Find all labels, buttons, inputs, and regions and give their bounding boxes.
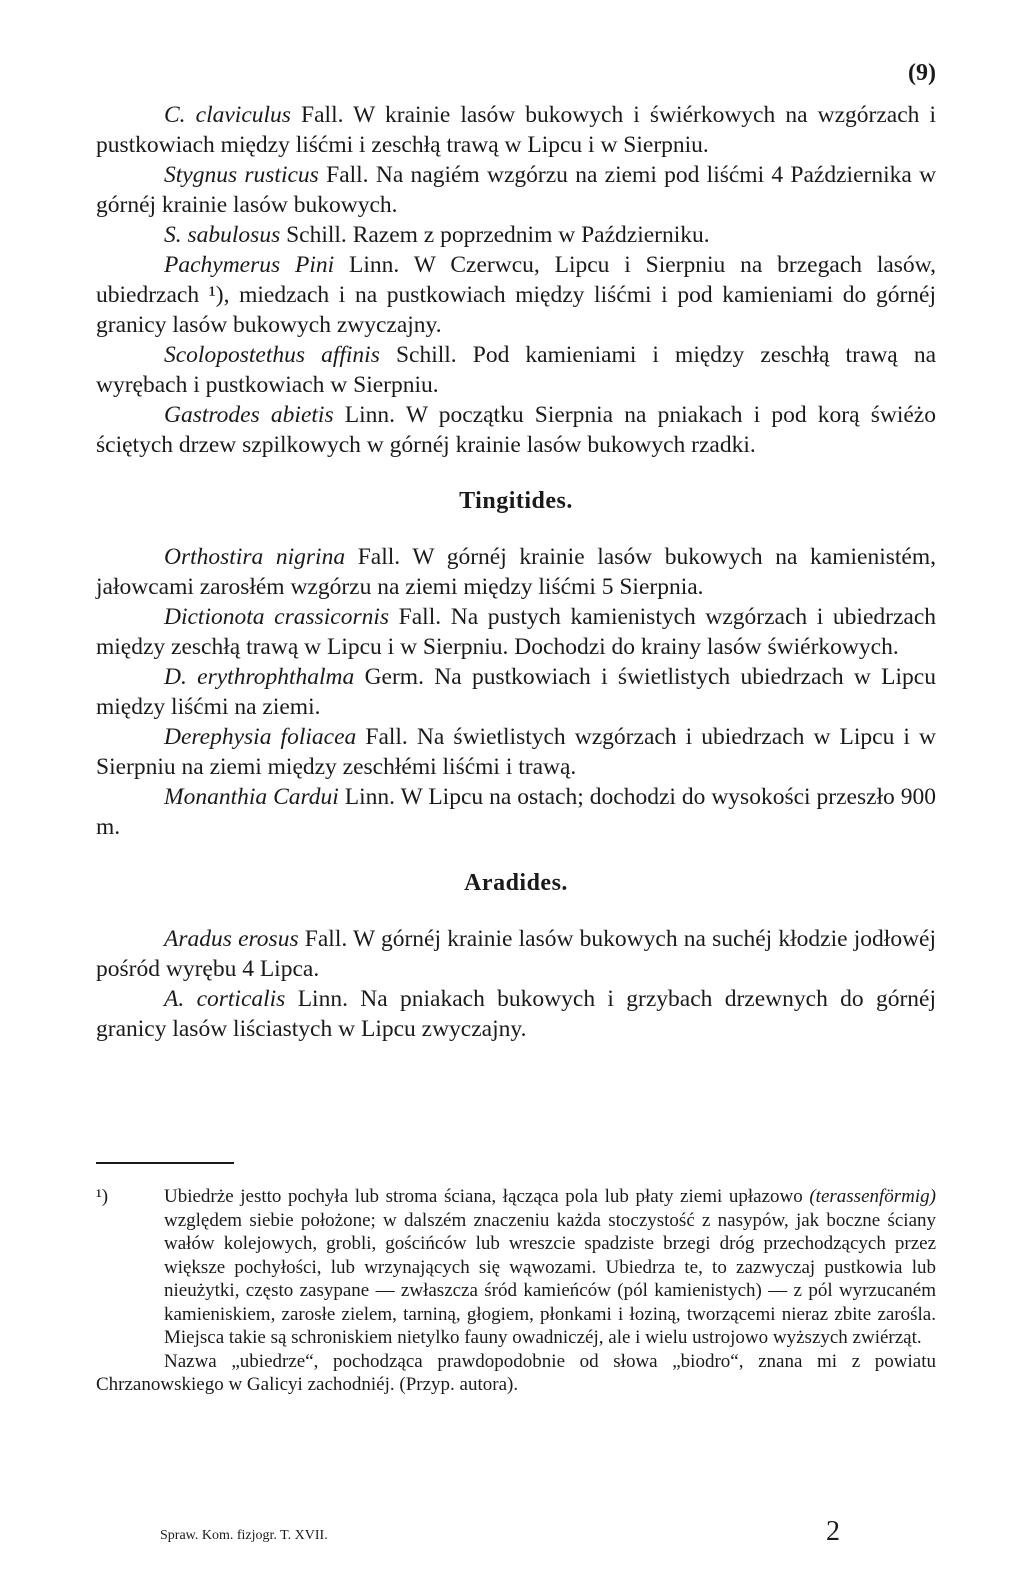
- taxon-name: Gastrodes abietis: [164, 402, 334, 428]
- footnote-marker: ¹): [96, 1186, 109, 1207]
- taxon-author: Linn.: [344, 784, 396, 810]
- entry-text: W Lipcu na ostach; dochodzi do wysokości przeszło 900 m.: [96, 784, 937, 840]
- entry-text: W górnéj krainie lasów bukowych na kamienistém, jałowcami zarosłém wzgórzu na ziemi między liśćmi 5 Sierpnia.: [96, 544, 936, 600]
- entry-text: W Czerwcu, Lipcu i Sierpniu na brzegach lasów, ubiedrzach ¹), miedzach i na pustkowiach między liśćmi i pod kamieniami do górnéj granicy lasów bukowych zwyczajny.: [96, 252, 937, 338]
- body-text: [96, 100, 936, 1044]
- entry-text: W krainie lasów bukowych i świérkowych na wzgórzach i pustkowiach między liśćmi i zeschłą trawą w Lipcu i w Sierpniu.: [96, 102, 937, 158]
- species-entry: [96, 220, 936, 250]
- taxon-author: Linn.: [344, 402, 396, 428]
- taxon-author: Fall.: [357, 544, 401, 570]
- footnote-text: Ubiedrże jestto pochyła lub stroma ściana, łącząca pola lub płaty ziemi upłazowo: [164, 1186, 803, 1207]
- taxon-name: Stygnus rusticus: [164, 162, 319, 188]
- entry-text: Razem z poprzednim w Październiku.: [352, 222, 710, 248]
- taxon-author: Fall.: [365, 724, 408, 750]
- taxon-author: Linn.: [297, 986, 348, 1012]
- species-entry: [96, 340, 936, 400]
- taxon-name: Derephysia foliacea: [164, 724, 357, 750]
- taxon-author: Fall.: [304, 926, 348, 952]
- taxon-name: S. sabulosus: [164, 222, 281, 248]
- taxon-author: Fall.: [398, 604, 442, 630]
- taxon-author: Linn.: [349, 252, 400, 278]
- species-entry: [96, 984, 936, 1044]
- species-entry: [96, 160, 936, 220]
- footnote-term: (terassenförmig): [809, 1186, 937, 1207]
- entry-text: Na świetlistych wzgórzach i ubiedrzach w Lipcu i w Sierpniu na ziemi między zeschłémi liśćmi i trawą.: [96, 724, 937, 780]
- section-entries-3: [96, 924, 936, 1044]
- footnote-paragraph: [96, 1350, 936, 1397]
- species-entry: [96, 100, 936, 160]
- taxon-name: Aradus erosus: [164, 926, 299, 952]
- taxon-name: Pachymerus Pini: [164, 252, 335, 278]
- species-entry: [96, 662, 936, 722]
- footnote-text: względem siebie położone; w dalszém znaczeniu każda stoczystość z nasypów, jak boczne ściany wałów kolejowych, grobli, gościńców lub wreszcie spadziste brzegi dróg przechodzących przez większe pochyłości, lub wrzynających się wąwozami. Ubiedrza te, to zazwyczaj pustkowia lub nieużytki, często zasypane — zwłaszcza śród kamieńców (pól kamienistych) — z pól wyrzucaném kamieniskiem, zarosłe zielem, tarniną, głogiem, płonkami i łoziną, tworzącemi nieraz zbite zarośla. Miejsca takie są schroniskiem nietylko fauny owadniczéj, ale i wielu ustrojowo wyższych zwiérząt.: [164, 1209, 936, 1348]
- taxon-name: Orthostira nigrina: [164, 544, 346, 570]
- signature-mark: 2: [826, 1516, 840, 1547]
- page-footer: Spraw. Kom. fizjogr. T. XVII.: [160, 1528, 328, 1543]
- footnote-text: Nazwa „ubiedrze“, pochodząca prawdopodobnie od słowa „biodro“, znana mi z powiatu Chrzanowskiego w Galicyi zachodniéj. (Przyp. autora).: [96, 1350, 936, 1395]
- taxon-name: D. erythrophthalma: [164, 664, 355, 690]
- taxon-name: Monanthia Cardui: [164, 784, 339, 810]
- footnote-paragraph: [96, 1185, 936, 1350]
- species-entry: [96, 250, 936, 340]
- entry-text: Na pustych kamienistych wzgórzach i ubiedrzach między zeschłą trawą w Lipcu i w Sierpniu. Dochodzi do krainy lasów świérkowych.: [96, 604, 937, 660]
- taxon-author: Germ.: [364, 664, 424, 690]
- species-entry: [96, 542, 936, 602]
- taxon-author: Fall.: [326, 162, 369, 188]
- taxon-author: Schill.: [286, 222, 347, 248]
- entry-text: Na nagiém wzgórzu na ziemi pod liśćmi 4 Października w górnéj krainie lasów bukowych.: [96, 162, 937, 218]
- taxon-name: C. claviculus: [164, 102, 291, 128]
- entry-text: Pod kamieniami i między zeschłą trawą na wyrębach i pustkowiach w Sierpniu.: [96, 342, 937, 398]
- footnote: [96, 1185, 936, 1397]
- footnote-divider: [96, 1162, 234, 1164]
- taxon-name: A. corticalis: [164, 986, 286, 1012]
- taxon-name: Dictionota crassicornis: [164, 604, 390, 630]
- entry-text: W początku Sierpnia na pniakach i pod korą świéżo ściętych drzew szpilkowych w górnéj krainie lasów bukowych rzadki.: [96, 402, 936, 458]
- page-number: (9): [908, 60, 936, 86]
- section-entries-2: [96, 542, 936, 842]
- taxon-author: Fall.: [301, 102, 344, 128]
- entry-text: W górnéj krainie lasów bukowych na suchéj kłodzie jodłowéj pośród wyrębu 4 Lipca.: [96, 926, 937, 982]
- species-entry: [96, 782, 936, 842]
- species-entry: [96, 400, 936, 460]
- species-entry: [96, 722, 936, 782]
- section-entries-1: [96, 100, 936, 460]
- entry-text: Na pniakach bukowych i grzybach drzewnych do górnéj granicy lasów liściastych w Lipcu zwyczajny.: [96, 986, 937, 1042]
- section-heading-aradides: Aradides.: [464, 870, 568, 896]
- entry-text: Na pustkowiach i świetlistych ubiedrzach w Lipcu między liśćmi na ziemi.: [96, 664, 936, 720]
- species-entry: [96, 924, 936, 984]
- taxon-author: Schill.: [395, 342, 457, 368]
- taxon-name: Scolopostethus affinis: [164, 342, 380, 368]
- section-heading-tingitides: Tingitides.: [459, 488, 573, 514]
- species-entry: [96, 602, 936, 662]
